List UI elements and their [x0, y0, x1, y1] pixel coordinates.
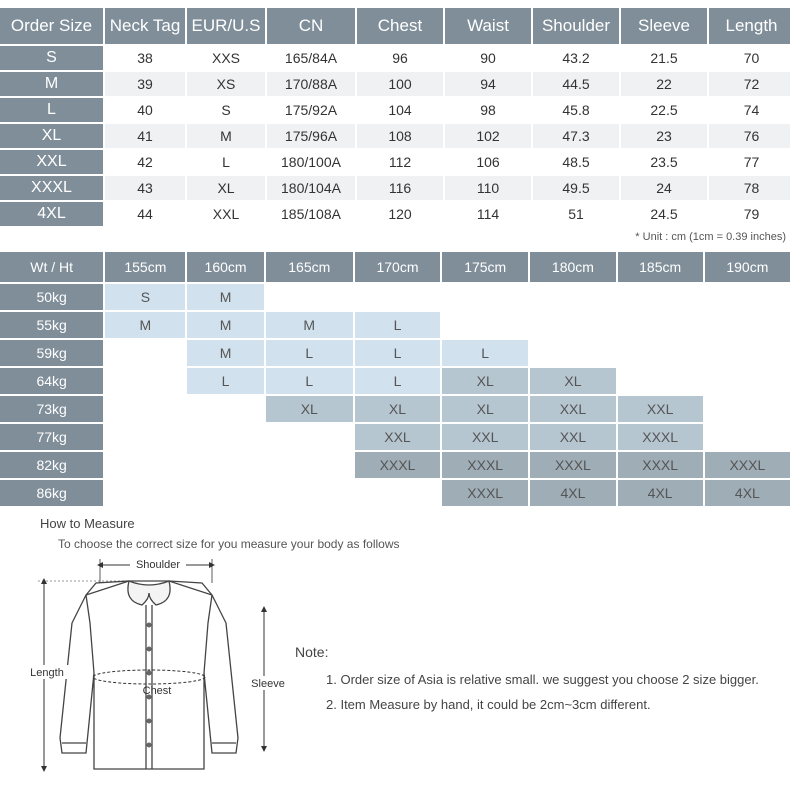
- size-value-cell: 42: [105, 150, 185, 174]
- size-recommendation-cell: [705, 424, 790, 450]
- table-row: [0, 98, 790, 122]
- size-recommendation-cell: 4XL: [530, 480, 615, 506]
- size-value-cell: 175/96A: [267, 124, 355, 148]
- size-table-header: EUR/U.S: [187, 8, 265, 44]
- size-recommendation-cell: [266, 480, 353, 506]
- size-value-cell: 76: [709, 124, 790, 148]
- weight-label-cell: 77kg: [0, 424, 103, 450]
- size-value-cell: XXL: [187, 202, 265, 226]
- size-value-cell: 77: [709, 150, 790, 174]
- weight-label-cell: 50kg: [0, 284, 103, 310]
- size-recommendation-cell: XL: [355, 396, 440, 422]
- size-value-cell: S: [187, 98, 265, 122]
- how-to-measure-subtitle: To choose the correct size for you measure your body as follows: [58, 537, 400, 551]
- wt-table-header: 155cm: [105, 252, 185, 282]
- size-recommendation-cell: [705, 396, 790, 422]
- size-recommendation-cell: XXXL: [530, 452, 615, 478]
- note-item: 2. Item Measure by hand, it could be 2cm~3cm different.: [326, 697, 651, 712]
- weight-label-cell: 73kg: [0, 396, 103, 422]
- size-value-cell: 102: [445, 124, 531, 148]
- size-table-header: Neck Tag: [105, 8, 185, 44]
- size-value-cell: 72: [709, 72, 790, 96]
- wt-table-header: 185cm: [618, 252, 703, 282]
- size-recommendation-cell: XXXL: [442, 452, 528, 478]
- size-value-cell: 70: [709, 46, 790, 70]
- weight-label-cell: 82kg: [0, 452, 103, 478]
- order-size-cell: XL: [0, 124, 103, 148]
- order-size-cell: 4XL: [0, 202, 103, 226]
- wt-table-header: Wt / Ht: [0, 252, 103, 282]
- size-value-cell: 116: [357, 176, 443, 200]
- size-recommendation-cell: [266, 452, 353, 478]
- table-row: [0, 46, 790, 70]
- size-recommendation-cell: [105, 424, 185, 450]
- order-size-cell: L: [0, 98, 103, 122]
- size-recommendation-cell: M: [187, 284, 263, 310]
- size-recommendation-cell: M: [187, 312, 263, 338]
- size-recommendation-cell: [530, 312, 615, 338]
- size-recommendation-cell: [355, 284, 440, 310]
- size-recommendation-cell: [105, 396, 185, 422]
- size-table-header: Sleeve: [621, 8, 707, 44]
- size-recommendation-cell: XXXL: [618, 452, 703, 478]
- size-value-cell: 48.5: [533, 150, 619, 174]
- size-value-cell: 180/100A: [267, 150, 355, 174]
- size-value-cell: 106: [445, 150, 531, 174]
- wt-table-header: 165cm: [266, 252, 353, 282]
- size-value-cell: 23: [621, 124, 707, 148]
- unit-note: * Unit : cm (1cm = 0.39 inches): [635, 231, 786, 243]
- size-value-cell: 94: [445, 72, 531, 96]
- size-recommendation-cell: [105, 480, 185, 506]
- table-row: [0, 340, 790, 366]
- table-row: [0, 396, 790, 422]
- size-value-cell: 79: [709, 202, 790, 226]
- size-recommendation-cell: L: [266, 340, 353, 366]
- size-recommendation-cell: XXL: [442, 424, 528, 450]
- weight-height-table: [0, 250, 790, 508]
- size-value-cell: 78: [709, 176, 790, 200]
- size-value-cell: 108: [357, 124, 443, 148]
- size-value-cell: 180/104A: [267, 176, 355, 200]
- size-value-cell: 170/88A: [267, 72, 355, 96]
- size-value-cell: 51: [533, 202, 619, 226]
- size-value-cell: 45.8: [533, 98, 619, 122]
- size-recommendation-cell: L: [442, 340, 528, 366]
- size-recommendation-cell: [105, 452, 185, 478]
- size-recommendation-cell: XXL: [530, 396, 615, 422]
- order-size-cell: S: [0, 46, 103, 70]
- size-recommendation-cell: [705, 284, 790, 310]
- size-value-cell: 114: [445, 202, 531, 226]
- size-recommendation-cell: M: [187, 340, 263, 366]
- size-recommendation-cell: XL: [442, 368, 528, 394]
- size-recommendation-cell: [618, 368, 703, 394]
- size-recommendation-cell: [266, 424, 353, 450]
- size-value-cell: 21.5: [621, 46, 707, 70]
- size-table-header: Order Size: [0, 8, 103, 44]
- size-recommendation-cell: [705, 340, 790, 366]
- table-row: [0, 284, 790, 310]
- size-recommendation-cell: [618, 284, 703, 310]
- size-value-cell: 96: [357, 46, 443, 70]
- table-row: [0, 452, 790, 478]
- size-recommendation-cell: [618, 312, 703, 338]
- size-value-cell: 47.3: [533, 124, 619, 148]
- how-to-measure-title: How to Measure: [40, 516, 135, 531]
- size-value-cell: 98: [445, 98, 531, 122]
- size-value-cell: 24.5: [621, 202, 707, 226]
- size-recommendation-cell: XXL: [355, 424, 440, 450]
- size-recommendation-cell: XXXL: [618, 424, 703, 450]
- size-recommendation-cell: [530, 340, 615, 366]
- size-recommendation-cell: [105, 368, 185, 394]
- order-size-cell: XXXL: [0, 176, 103, 200]
- size-value-cell: 74: [709, 98, 790, 122]
- table-row: [0, 124, 790, 148]
- table-row: [0, 424, 790, 450]
- size-table-header: Shoulder: [533, 8, 619, 44]
- size-value-cell: 110: [445, 176, 531, 200]
- size-recommendation-cell: M: [105, 312, 185, 338]
- size-value-cell: 41: [105, 124, 185, 148]
- size-value-cell: 44.5: [533, 72, 619, 96]
- size-value-cell: 22: [621, 72, 707, 96]
- size-value-cell: 43.2: [533, 46, 619, 70]
- shoulder-label: Shoulder: [135, 559, 181, 571]
- order-size-cell: XXL: [0, 150, 103, 174]
- size-recommendation-cell: [187, 424, 263, 450]
- size-value-cell: 22.5: [621, 98, 707, 122]
- size-recommendation-cell: [705, 368, 790, 394]
- size-recommendation-cell: L: [355, 312, 440, 338]
- size-value-cell: 40: [105, 98, 185, 122]
- table-row: [0, 368, 790, 394]
- size-value-cell: 104: [357, 98, 443, 122]
- table-row: [0, 480, 790, 506]
- size-value-cell: 120: [357, 202, 443, 226]
- size-recommendation-cell: XL: [266, 396, 353, 422]
- size-value-cell: 23.5: [621, 150, 707, 174]
- weight-label-cell: 55kg: [0, 312, 103, 338]
- size-chart-table: [0, 6, 790, 228]
- size-value-cell: 38: [105, 46, 185, 70]
- size-recommendation-cell: [187, 452, 263, 478]
- size-recommendation-cell: L: [355, 368, 440, 394]
- size-recommendation-cell: XXL: [530, 424, 615, 450]
- size-value-cell: 175/92A: [267, 98, 355, 122]
- size-value-cell: 39: [105, 72, 185, 96]
- weight-label-cell: 86kg: [0, 480, 103, 506]
- size-recommendation-cell: [355, 480, 440, 506]
- chest-label: Chest: [142, 685, 172, 697]
- size-value-cell: 24: [621, 176, 707, 200]
- size-value-cell: 90: [445, 46, 531, 70]
- length-label: Length: [30, 667, 64, 679]
- wt-table-header: 160cm: [187, 252, 263, 282]
- size-value-cell: 49.5: [533, 176, 619, 200]
- wt-table-header: 190cm: [705, 252, 790, 282]
- size-table-header: Length: [709, 8, 790, 44]
- size-value-cell: 112: [357, 150, 443, 174]
- size-recommendation-cell: L: [266, 368, 353, 394]
- table-row: [0, 150, 790, 174]
- size-value-cell: XL: [187, 176, 265, 200]
- sleeve-label: Sleeve: [251, 678, 285, 690]
- table-row: [0, 176, 790, 200]
- size-table-header: Waist: [445, 8, 531, 44]
- size-value-cell: 44: [105, 202, 185, 226]
- note-title: Note:: [295, 644, 329, 660]
- size-recommendation-cell: XL: [442, 396, 528, 422]
- size-recommendation-cell: XXXL: [355, 452, 440, 478]
- size-value-cell: 165/84A: [267, 46, 355, 70]
- order-size-cell: M: [0, 72, 103, 96]
- size-table-header: Chest: [357, 8, 443, 44]
- size-recommendation-cell: L: [355, 340, 440, 366]
- size-recommendation-cell: XXL: [618, 396, 703, 422]
- size-value-cell: 185/108A: [267, 202, 355, 226]
- size-value-cell: 100: [357, 72, 443, 96]
- size-recommendation-cell: 4XL: [705, 480, 790, 506]
- wt-table-header: 175cm: [442, 252, 528, 282]
- size-recommendation-cell: [530, 284, 615, 310]
- wt-table-header: 180cm: [530, 252, 615, 282]
- weight-label-cell: 64kg: [0, 368, 103, 394]
- size-value-cell: 43: [105, 176, 185, 200]
- size-recommendation-cell: [187, 396, 263, 422]
- table-row: [0, 72, 790, 96]
- size-recommendation-cell: [105, 340, 185, 366]
- wt-table-header: 170cm: [355, 252, 440, 282]
- size-recommendation-cell: [187, 480, 263, 506]
- size-recommendation-cell: [442, 284, 528, 310]
- size-recommendation-cell: M: [266, 312, 353, 338]
- size-recommendation-cell: XXXL: [705, 452, 790, 478]
- weight-label-cell: 59kg: [0, 340, 103, 366]
- size-recommendation-cell: [442, 312, 528, 338]
- size-recommendation-cell: L: [187, 368, 263, 394]
- size-recommendation-cell: 4XL: [618, 480, 703, 506]
- note-item: 1. Order size of Asia is relative small. we suggest you choose 2 size bigger.: [326, 672, 759, 687]
- table-row: [0, 312, 790, 338]
- size-recommendation-cell: XXXL: [442, 480, 528, 506]
- table-row: [0, 202, 790, 226]
- size-recommendation-cell: [705, 312, 790, 338]
- size-recommendation-cell: [618, 340, 703, 366]
- size-value-cell: XXS: [187, 46, 265, 70]
- size-recommendation-cell: [266, 284, 353, 310]
- size-value-cell: XS: [187, 72, 265, 96]
- size-recommendation-cell: S: [105, 284, 185, 310]
- size-table-header: CN: [267, 8, 355, 44]
- size-value-cell: M: [187, 124, 265, 148]
- size-value-cell: L: [187, 150, 265, 174]
- size-recommendation-cell: XL: [530, 368, 615, 394]
- shirt-measure-diagram: [24, 553, 294, 778]
